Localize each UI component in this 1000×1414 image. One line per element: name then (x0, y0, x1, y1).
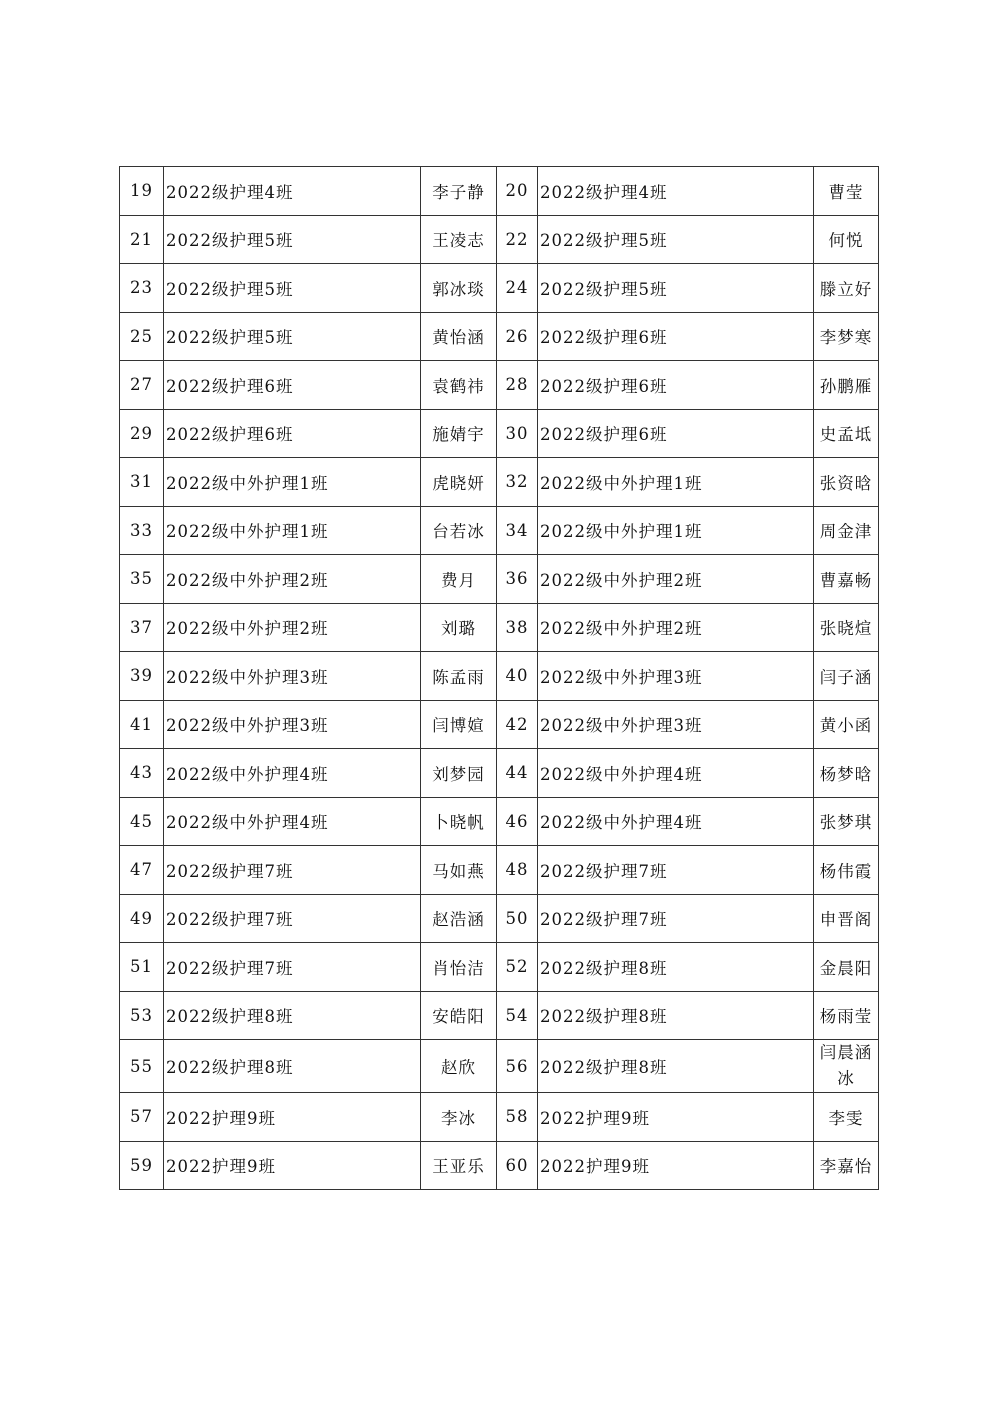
entry-number: 30 (497, 409, 538, 458)
entry-number: 47 (120, 846, 164, 895)
class-name: 2022级护理7班 (538, 894, 814, 943)
class-name: 2022级护理7班 (164, 943, 421, 992)
class-name: 2022级护理5班 (164, 312, 421, 361)
entry-number: 43 (120, 749, 164, 798)
class-name: 2022级中外护理1班 (538, 506, 814, 555)
class-name: 2022护理9班 (538, 1141, 814, 1190)
entry-number: 53 (120, 991, 164, 1040)
entry-number: 37 (120, 603, 164, 652)
entry-number: 50 (497, 894, 538, 943)
roster-table-body (120, 167, 879, 1190)
table-row (120, 409, 879, 458)
student-name: 李冰 (421, 1093, 497, 1142)
student-name: 台若冰 (421, 506, 497, 555)
class-name: 2022级中外护理2班 (164, 603, 421, 652)
class-name: 2022级护理8班 (538, 991, 814, 1040)
student-name: 赵浩涵 (421, 894, 497, 943)
student-name: 刘璐 (421, 603, 497, 652)
class-name: 2022级护理6班 (164, 361, 421, 410)
class-name: 2022级中外护理3班 (538, 700, 814, 749)
entry-number: 24 (497, 264, 538, 313)
student-name: 闫博媗 (421, 700, 497, 749)
class-name: 2022级护理8班 (164, 991, 421, 1040)
table-row (120, 797, 879, 846)
roster-table (119, 166, 879, 1190)
entry-number: 56 (497, 1040, 538, 1093)
class-name: 2022级中外护理2班 (538, 603, 814, 652)
entry-number: 23 (120, 264, 164, 313)
student-name: 杨伟霞 (814, 846, 879, 895)
student-name: 曹嘉畅 (814, 555, 879, 604)
entry-number: 40 (497, 652, 538, 701)
class-name: 2022级中外护理1班 (164, 458, 421, 507)
student-name: 闫晨涵冰 (814, 1040, 879, 1093)
entry-number: 57 (120, 1093, 164, 1142)
class-name: 2022级护理6班 (538, 409, 814, 458)
entry-number: 21 (120, 215, 164, 264)
table-row (120, 361, 879, 410)
student-name: 曹莹 (814, 167, 879, 216)
table-row (120, 264, 879, 313)
student-name: 何悦 (814, 215, 879, 264)
student-name: 申晋阁 (814, 894, 879, 943)
class-name: 2022级中外护理4班 (164, 797, 421, 846)
student-name: 李雯 (814, 1093, 879, 1142)
student-name: 王凌志 (421, 215, 497, 264)
table-row (120, 603, 879, 652)
student-name: 黄怡涵 (421, 312, 497, 361)
entry-number: 26 (497, 312, 538, 361)
class-name: 2022级中外护理2班 (538, 555, 814, 604)
table-row (120, 700, 879, 749)
entry-number: 34 (497, 506, 538, 555)
entry-number: 42 (497, 700, 538, 749)
class-name: 2022级中外护理3班 (164, 652, 421, 701)
entry-number: 39 (120, 652, 164, 701)
entry-number: 58 (497, 1093, 538, 1142)
class-name: 2022级中外护理1班 (538, 458, 814, 507)
class-name: 2022级护理8班 (538, 943, 814, 992)
class-name: 2022级护理7班 (538, 846, 814, 895)
class-name: 2022级中外护理4班 (538, 749, 814, 798)
student-name: 张资晗 (814, 458, 879, 507)
student-name: 刘梦园 (421, 749, 497, 798)
entry-number: 25 (120, 312, 164, 361)
table-row (120, 652, 879, 701)
table-row (120, 555, 879, 604)
entry-number: 44 (497, 749, 538, 798)
table-row (120, 1040, 879, 1093)
class-name: 2022级护理4班 (164, 167, 421, 216)
entry-number: 28 (497, 361, 538, 410)
entry-number: 49 (120, 894, 164, 943)
student-name: 张晓煊 (814, 603, 879, 652)
table-row (120, 749, 879, 798)
entry-number: 59 (120, 1141, 164, 1190)
student-name: 施婧宇 (421, 409, 497, 458)
entry-number: 27 (120, 361, 164, 410)
table-row (120, 458, 879, 507)
entry-number: 46 (497, 797, 538, 846)
table-row (120, 312, 879, 361)
entry-number: 41 (120, 700, 164, 749)
class-name: 2022级中外护理3班 (538, 652, 814, 701)
entry-number: 32 (497, 458, 538, 507)
entry-number: 20 (497, 167, 538, 216)
class-name: 2022级中外护理3班 (164, 700, 421, 749)
class-name: 2022护理9班 (164, 1093, 421, 1142)
class-name: 2022级护理6班 (538, 312, 814, 361)
entry-number: 52 (497, 943, 538, 992)
entry-number: 48 (497, 846, 538, 895)
class-name: 2022护理9班 (538, 1093, 814, 1142)
student-name: 杨梦晗 (814, 749, 879, 798)
class-name: 2022护理9班 (164, 1141, 421, 1190)
class-name: 2022级护理5班 (538, 264, 814, 313)
student-name: 王亚乐 (421, 1141, 497, 1190)
student-name: 肖怡洁 (421, 943, 497, 992)
table-row (120, 167, 879, 216)
entry-number: 55 (120, 1040, 164, 1093)
class-name: 2022级护理7班 (164, 894, 421, 943)
table-row (120, 991, 879, 1040)
entry-number: 29 (120, 409, 164, 458)
class-name: 2022级中外护理2班 (164, 555, 421, 604)
student-name: 杨雨莹 (814, 991, 879, 1040)
student-name: 李梦寒 (814, 312, 879, 361)
table-row (120, 1093, 879, 1142)
table-row (120, 506, 879, 555)
student-name: 郭冰琰 (421, 264, 497, 313)
student-name: 赵欣 (421, 1040, 497, 1093)
entry-number: 31 (120, 458, 164, 507)
table-row (120, 215, 879, 264)
table-row (120, 943, 879, 992)
entry-number: 35 (120, 555, 164, 604)
class-name: 2022级中外护理4班 (538, 797, 814, 846)
student-name: 安皓阳 (421, 991, 497, 1040)
entry-number: 22 (497, 215, 538, 264)
class-name: 2022级护理5班 (538, 215, 814, 264)
class-name: 2022级护理6班 (538, 361, 814, 410)
student-name: 马如燕 (421, 846, 497, 895)
entry-number: 38 (497, 603, 538, 652)
class-name: 2022级护理8班 (164, 1040, 421, 1093)
class-name: 2022级护理4班 (538, 167, 814, 216)
student-name: 卜晓帆 (421, 797, 497, 846)
entry-number: 19 (120, 167, 164, 216)
student-name: 李嘉怡 (814, 1141, 879, 1190)
class-name: 2022级护理5班 (164, 264, 421, 313)
student-name: 史孟坻 (814, 409, 879, 458)
student-name: 孙鹏雁 (814, 361, 879, 410)
student-name: 滕立好 (814, 264, 879, 313)
class-name: 2022级护理7班 (164, 846, 421, 895)
table-row (120, 846, 879, 895)
class-name: 2022级护理8班 (538, 1040, 814, 1093)
entry-number: 45 (120, 797, 164, 846)
table-row (120, 894, 879, 943)
student-name: 陈孟雨 (421, 652, 497, 701)
student-name: 金晨阳 (814, 943, 879, 992)
student-name: 周金津 (814, 506, 879, 555)
entry-number: 33 (120, 506, 164, 555)
entry-number: 54 (497, 991, 538, 1040)
table-row (120, 1141, 879, 1190)
entry-number: 51 (120, 943, 164, 992)
class-name: 2022级中外护理4班 (164, 749, 421, 798)
class-name: 2022级中外护理1班 (164, 506, 421, 555)
entry-number: 60 (497, 1141, 538, 1190)
student-name: 虎晓妍 (421, 458, 497, 507)
student-name: 袁鹤祎 (421, 361, 497, 410)
student-name: 黄小函 (814, 700, 879, 749)
student-name: 张梦琪 (814, 797, 879, 846)
class-name: 2022级护理6班 (164, 409, 421, 458)
student-name: 李子静 (421, 167, 497, 216)
student-name: 费月 (421, 555, 497, 604)
class-name: 2022级护理5班 (164, 215, 421, 264)
student-name: 闫子涵 (814, 652, 879, 701)
entry-number: 36 (497, 555, 538, 604)
